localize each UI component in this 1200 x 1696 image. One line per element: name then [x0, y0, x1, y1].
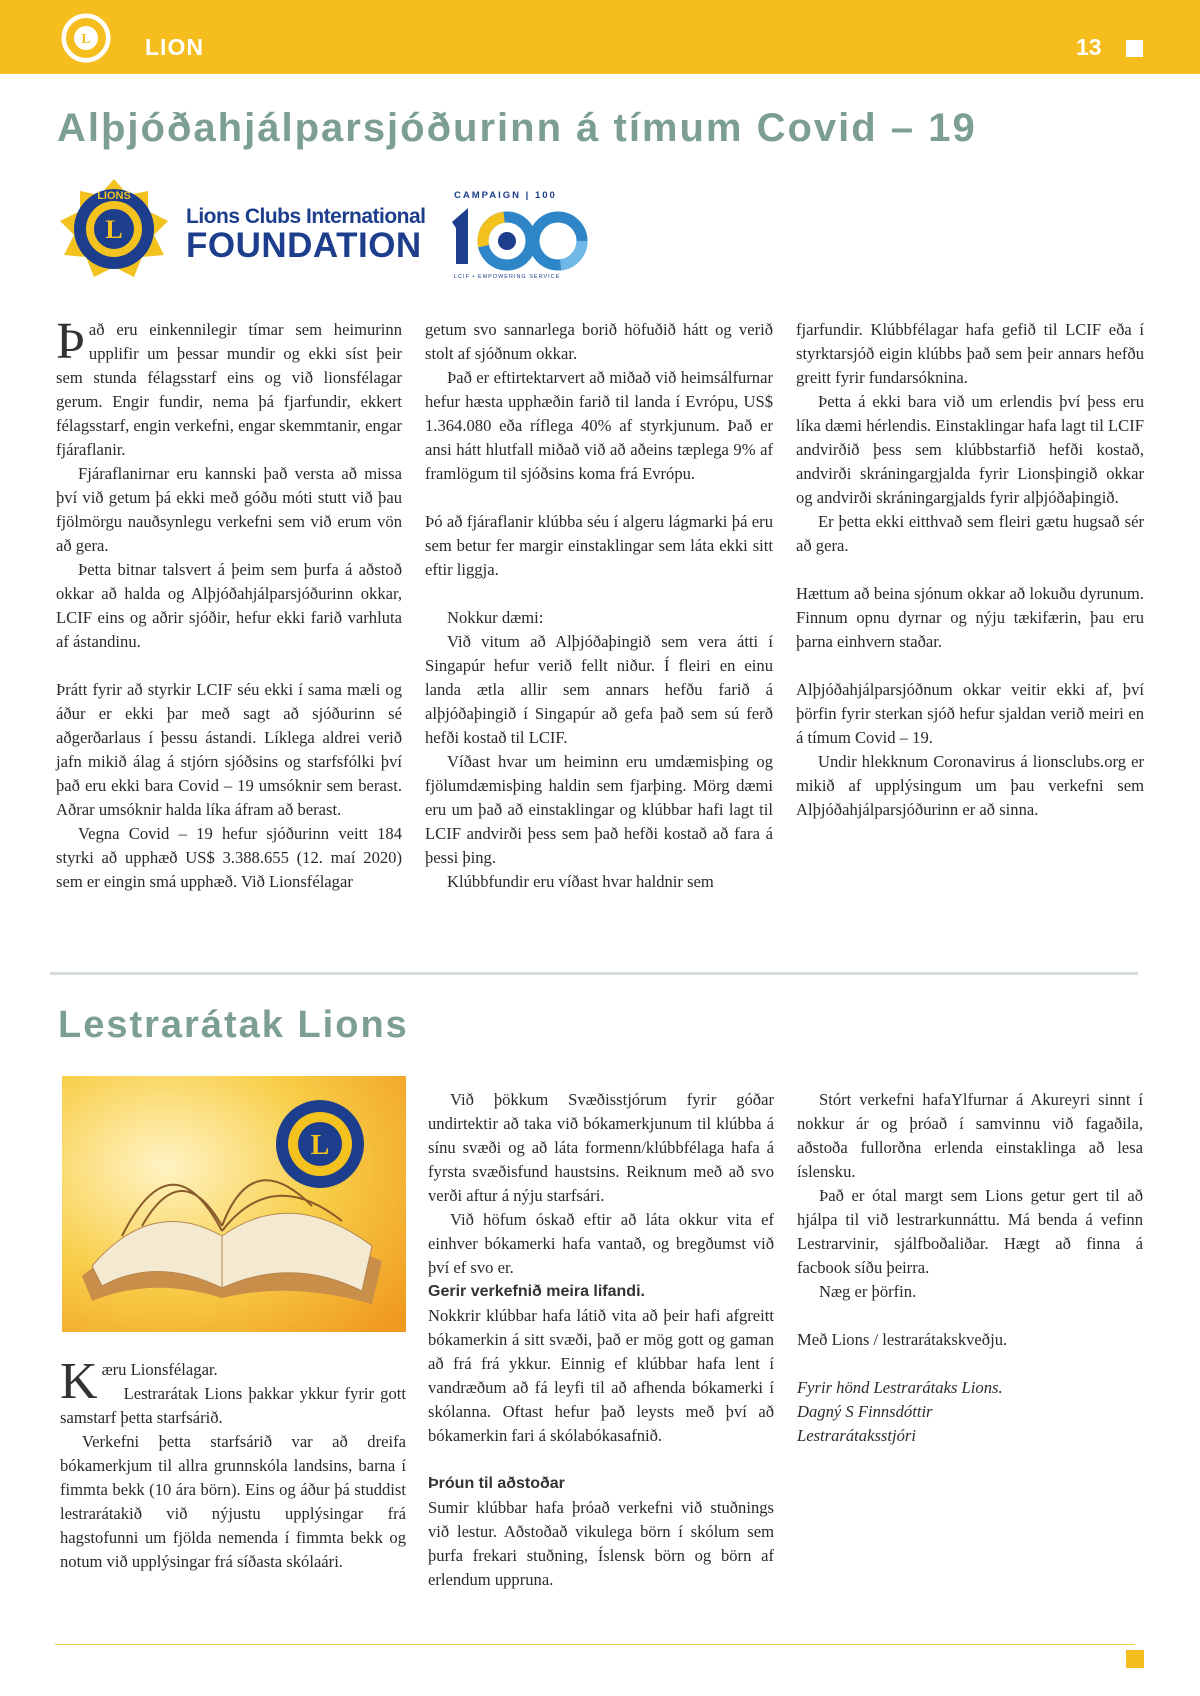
paragraph: Er þetta ekki eitthvað sem fleiri gætu hugsað sér að gera.	[796, 512, 1144, 555]
footer-rule	[55, 1644, 1135, 1645]
paragraph: Lestrarátak Lions þakkar ykkur fyrir gott samstarf þetta starfsárið.	[60, 1384, 406, 1427]
lcif-logo-line2: FOUNDATION	[186, 226, 422, 265]
paragraph: Þetta á ekki bara við um erlendis því þess eru líka dæmi hérlendis. Einstaklingar hafa lagt til LCIF andvirðið þess sem klúbbstarfið hefði kostað, andvirði skráningargjalda fyrir Lionsþingið okkar og andvirði skráningargjalds fyrir alþjóðaþingið.	[796, 392, 1144, 507]
paragraph: Undir hlekknum Coronavirus á lionsclubs.org er mikið af upplýsingum um þau verkefni sem Alþjóðahjálparsjóðurinn er að sinna.	[796, 752, 1144, 819]
paragraph: Þrátt fyrir að styrkir LCIF séu ekki í sama mæli og áður er ekki þar með sagt að sjóðurinn sé aðgerðarlaus í þessu ástandi. Líklega aldrei verið jafn mikið álag á stjórn sjóðsins og starfsfólki því það eru ekki bara Covid – 19 umsóknir sem berast. Aðrar umsóknir halda líka áfram að berast.	[56, 680, 402, 819]
page-number: 13	[1076, 34, 1102, 60]
article-title-lestrarátak: Lestrarátak Lions	[58, 1004, 409, 1046]
signature-role: Lestrarátaksstjóri	[797, 1426, 916, 1445]
paragraph: getum svo sannarlega borið höfuðið hátt og verið stolt af sjóðnum okkar.	[425, 320, 773, 363]
paragraph: Nokkur dæmi:	[447, 608, 544, 627]
signature-name: Dagný S Finnsdóttir	[797, 1402, 933, 1421]
svg-text:CAMPAIGN | 100: CAMPAIGN | 100	[454, 190, 557, 201]
lions-international-logo	[56, 177, 172, 285]
paragraph: Alþjóðahjálparsjóðnum okkar veitir ekki af, því þörfin fyrir sterkan sjóð hefur sjaldan verið meiri en á tímum Covid – 19.	[796, 680, 1144, 747]
paragraph: Við vitum að Alþjóðaþingið sem vera átti í Singapúr hefur verið fellt niður. Í fleiri en einu landa ætla allir sem annars hefðu farið á alþjóðaþingið í Singapúr að gefa það sem sú ferð hefði kostað til LCIF.	[425, 632, 773, 747]
paragraph: Fjáraflanirnar eru kannski það versta að missa því við getum þá ekki með góðu móti stutt við þau fjölmörgu nauðsynlegu verkefni sem við erum vön að gera.	[56, 464, 402, 555]
svg-text:L: L	[310, 1130, 330, 1161]
magazine-name: LION	[145, 34, 204, 60]
signature-line: Fyrir hönd Lestrarátaks Lions.	[797, 1378, 1003, 1397]
campaign-100-logo	[452, 186, 602, 280]
article-title-lcif: Alþjóðahjálparsjóðurinn á tímum Covid – 19	[57, 106, 977, 150]
paragraph: Vegna Covid – 19 hefur sjóðurinn veitt 184 styrki að upphæð US$ 3.388.655 (12. maí 2020) sem er eingin smá upphæð. Við Lionsfélagar	[56, 824, 402, 891]
lions-emblem-icon	[60, 12, 112, 64]
paragraph: æru Lionsfélagar.	[101, 1360, 218, 1379]
header-square	[1126, 40, 1143, 57]
dropcap: Þ	[56, 313, 85, 370]
subheading: Gerir verkefnið meira lifandi.	[428, 1283, 645, 1300]
page-header	[0, 0, 1200, 74]
svg-text:L: L	[81, 32, 91, 47]
article1-column-3	[796, 318, 1144, 822]
svg-text:L: L	[105, 215, 123, 244]
paragraph: Það er ótal margt sem Lions getur gert til að hjálpa til við lestrarkunnáttu. Má benda á vefinn Lestrarvinir, sjálfboðaliðar. Hægt að finna á facbook síðu þeirra.	[797, 1186, 1143, 1277]
paragraph: Víðast hvar um heiminn eru umdæmisþing og fjölumdæmisþing haldin sem fjarþing. Mörg dæmi eru um það að einstaklingar og klúbbar hafi lagt til LCIF andvirði þess sem það hefði kostað að fara á þessi þing.	[425, 752, 773, 867]
paragraph: Sumir klúbbar hafa þróað verkefni við stuðnings við lestur. Aðstoðað vikulega börn í skólum sem þurfa frekari stuðning, Íslensk börn og börn af erlendum uppruna.	[428, 1498, 774, 1589]
paragraph: Verkefni þetta starfsárið var að dreifa bókamerkjum til allra grunnskóla landsins, barna í fimmta bekk (10 ára börn). Eins og áður þá studdist lestrarátakið við nýjustu upplýsingar frá hagstofunni um fjölda nemenda í fimmta bekk og notum við upplýsingar frá síðasta skólaári.	[60, 1432, 406, 1571]
paragraph: Við þökkum Svæðisstjórum fyrir góðar undirtektir að taka við bókamerkjunum til klúbba á sínu svæði og að láta formenn/klúbbfélaga hafa á fyrsta svæðisfund haustsins. Reiknum með að svo verði aftur á nýju starfsári.	[428, 1090, 774, 1205]
paragraph: Hættum að beina sjónum okkar að lokuðu dyrunum. Finnum opnu dyrnar og nýju tækifærin, þau eru þarna einhvern staðar.	[796, 584, 1144, 651]
paragraph: Nokkrir klúbbar hafa látið vita að þeir hafi afgreitt bókamerkin á sitt svæði, það er mög gott og gaman að frá frá ykkur. Einnig ef klúbbar hafa lent í vandræðum að fá leyfi til að afhenda bókamerki í skólanna. Oftast hefur það leysts með því að bókamerkin fari á skólabókasafnið.	[428, 1306, 774, 1445]
section-divider	[50, 972, 1138, 975]
paragraph: Stórt verkefni hafaYlfurnar á Akureyri sinnt í nokkur ár og þróað í samvinnu við fagaðila, aðstoða fullorðna erlenda einstaklinga að lesa íslensku.	[797, 1090, 1143, 1181]
paragraph: Næg er þörfin.	[819, 1282, 917, 1301]
paragraph: Klúbbfundir eru víðast hvar haldnir sem	[447, 872, 714, 891]
article1-column-1	[56, 313, 402, 894]
paragraph: Við höfum óskað eftir að láta okkur vita ef einhver bókamerki hafa vantað, og bregðumst við því ef svo er.	[428, 1210, 774, 1277]
paragraph: Með Lions / lestrarátakskveðju.	[797, 1330, 1008, 1349]
article2-column-2	[428, 1088, 774, 1592]
svg-text:LIONS: LIONS	[97, 190, 131, 202]
paragraph: Það er eftirtektarvert að miðað við heimsálfurnar hefur hæsta upphæðin farið til landa í Evrópu, US$ 1.364.080 eða ríflega 40% af styrkjunum. Það er ansi hátt hlutfall miðað við að aðeins tæplega 9% af framlögum til sjóðsins koma frá Evrópu.	[425, 368, 773, 483]
lcif-logo-line1: Lions Clubs International	[186, 205, 426, 228]
article1-column-2	[425, 318, 773, 894]
footer-square	[1126, 1650, 1144, 1668]
paragraph: Þetta bitnar talsvert á þeim sem þurfa á aðstoð okkar að halda og Alþjóðahjálparsjóðurinn okkar, LCIF eins og aðrir sjóðir, hefur ekki farið varhluta af ástandinu.	[56, 560, 402, 651]
open-book-image	[62, 1076, 406, 1332]
dropcap: K	[60, 1353, 98, 1410]
paragraph: fjarfundir. Klúbbfélagar hafa gefið til LCIF eða í styrktarsjóð eigin klúbbs það sem þeir annars hefðu greitt fyrir fundarsóknina.	[796, 320, 1144, 387]
paragraph: að eru einkennilegir tímar sem heimurinn upplifir um þessar mundir og ekki síst þeir sem stunda félagsstarf eins og við lionsfélagar gerum. Engir fundir, nema þá fjarfundir, ekkert félagsstarf, engin verkefni, engar skemmtanir, engar fjáraflanir.	[56, 320, 402, 459]
article2-column-3	[797, 1088, 1143, 1448]
lcif-logo-text	[186, 205, 426, 263]
subheading: Þróun til aðstoðar	[428, 1475, 565, 1492]
svg-text:LCIF • EMPOWERING SERVICE: LCIF • EMPOWERING SERVICE	[454, 274, 561, 280]
paragraph: Þó að fjáraflanir klúbba séu í algeru lágmarki þá eru sem betur fer margir einstaklingar sem láta ekki sitt eftir liggja.	[425, 512, 773, 579]
article2-column-1	[60, 1353, 406, 1574]
